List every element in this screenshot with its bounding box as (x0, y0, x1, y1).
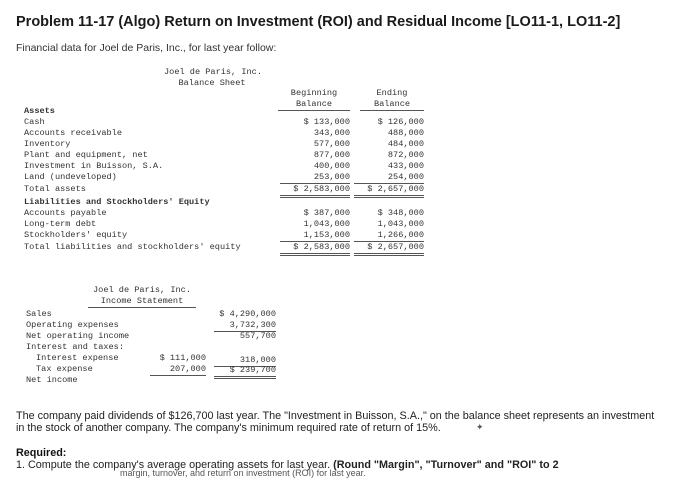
row-label: Land (undeveloped) (24, 172, 117, 182)
bs-title: Balance Sheet (178, 78, 246, 88)
intro-text: Financial data for Joel de Paris, Inc., for last year follow: (16, 42, 277, 54)
row-label: Inventory (24, 139, 71, 149)
col-ending-1: Ending (376, 88, 408, 98)
liab-label: Accounts payable (24, 208, 107, 218)
row-label: Accounts receivable (24, 128, 122, 138)
is-company: Joel de Paris, Inc. (93, 285, 191, 295)
net-income-label: Net income (26, 375, 78, 385)
row-begin: 253,000 (280, 172, 350, 184)
row-end: 872,000 (387, 150, 424, 160)
cursor-icon: ✦ (476, 422, 484, 432)
is-title: Income Statement (88, 296, 196, 308)
row-end: 484,000 (387, 139, 424, 149)
liab-begin: 1,153,000 (280, 230, 350, 242)
liab-header: Liabilities and Stockholders' Equity (24, 197, 210, 207)
col-beginning-1: Beginning (290, 88, 338, 98)
liab-label: Stockholders' equity (24, 230, 128, 240)
sales-value: $ 4,290,000 (219, 309, 276, 319)
income-statement (26, 285, 286, 390)
int-tax-label: Interest and taxes: (26, 342, 124, 352)
row-end: 254,000 (354, 172, 424, 184)
liab-label: Long-term debt (24, 219, 97, 229)
row-end: 433,000 (387, 161, 424, 171)
col-ending-2: Balance (360, 99, 424, 111)
req1-rounding: (Round "Margin", "Turnover" and "ROI" to 2 (333, 459, 559, 471)
row-end: 488,000 (387, 128, 424, 138)
sales-label: Sales (26, 309, 52, 319)
col-beginning-2: Balance (278, 99, 350, 111)
row-begin: 343,000 (313, 128, 350, 138)
liab-begin: 1,043,000 (303, 219, 350, 229)
row-end: $ 126,000 (377, 117, 424, 127)
noi-value: 557,700 (239, 331, 276, 341)
required-label: Required: (16, 447, 67, 459)
row-begin: 577,000 (313, 139, 350, 149)
liab-end: 1,043,000 (377, 219, 424, 229)
interest-value: $ 111,000 (159, 353, 206, 363)
page-title: Problem 11-17 (Algo) Return on Investment (ROI) and Residual Income [LO11-1, LO11-2] (16, 14, 621, 30)
opex-label: Operating expenses (26, 320, 119, 330)
tax-value: 207,000 (150, 364, 206, 376)
row-begin: 877,000 (313, 150, 350, 160)
total-liab-end: $ 2,657,000 (354, 242, 424, 256)
total-liab-label: Total liabilities and stockholders' equity (24, 242, 241, 252)
liab-begin: $ 387,000 (303, 208, 350, 218)
total-assets-begin: $ 2,583,000 (280, 184, 350, 198)
total-assets-end: $ 2,657,000 (354, 184, 424, 198)
row-label: Investment in Buisson, S.A. (24, 161, 164, 171)
row-label: Cash (24, 117, 45, 127)
total-assets-label: Total assets (24, 184, 86, 194)
net-income-value: $ 239,700 (214, 365, 276, 379)
tax-label: Tax expense (36, 364, 93, 374)
liab-end: $ 348,000 (377, 208, 424, 218)
bs-company: Joel de Paris, Inc. (164, 67, 262, 77)
requirement-cut-text: margin, turnover, and return on investment (ROI) for last year. (120, 468, 366, 478)
int-tax-total: 318,000 (214, 355, 276, 367)
dividends-paragraph: The company paid dividends of $126,700 last year. The "Investment in Buisson, S.A.," on the balance sheet represents an investment in the stock of another company. The company's minimum required rate of return of 15%. (16, 410, 655, 434)
total-liab-begin: $ 2,583,000 (280, 242, 350, 256)
row-begin: 400,000 (313, 161, 350, 171)
assets-label: Assets (24, 106, 55, 116)
noi-label: Net operating income (26, 331, 130, 341)
liab-end: 1,266,000 (354, 230, 424, 242)
row-begin: $ 133,000 (303, 117, 350, 127)
req1-text: 1. Compute the company's average operating assets for last year. (16, 459, 331, 471)
interest-label: Interest expense (36, 353, 119, 363)
row-label: Plant and equipment, net (24, 150, 148, 160)
balance-sheet (24, 66, 424, 251)
opex-value: 3,732,300 (214, 320, 276, 332)
